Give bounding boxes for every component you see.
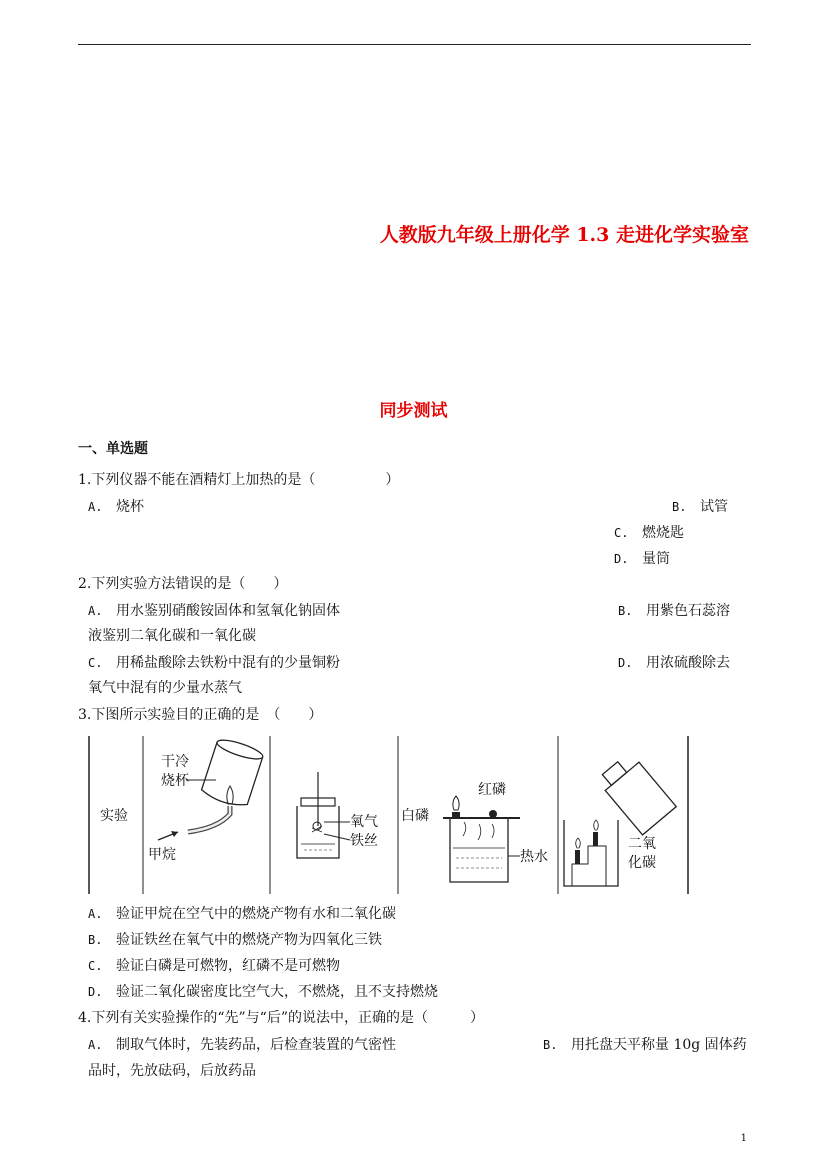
q3-option-b [88,931,382,949]
q4-option-a [88,1036,396,1054]
label-methane: 甲烷 [148,847,176,863]
label-red-phosphorus: 红磷 [478,782,506,798]
option-text: 用托盘天平称量 10g 固体药 [571,1037,747,1053]
option-label: A. [88,1038,103,1052]
label-iron-wire: 铁丝 [350,833,378,849]
q1-option-a [88,498,144,516]
q1-option-d [614,550,670,568]
label-oxygen: 氧气 [350,814,378,830]
panel-iron-oxygen [297,772,378,858]
option-label: A. [88,604,103,618]
option-label: D. [618,656,633,670]
label-hot-water: 热水 [520,849,548,865]
experiment-figure [88,736,690,894]
label-beaker: 烧杯 [161,773,189,789]
option-text: 用紫色石蕊溶 [646,603,730,619]
option-label: B. [618,604,633,618]
document-subtitle: 同步测试 [379,401,448,421]
option-text: 验证白磷是可燃物，红磷不是可燃物 [116,958,340,974]
option-text: 用稀盐酸除去铁粉中混有的少量铜粉 [116,655,340,671]
question-2-stem: 2.下列实验方法错误的是（ ） [78,576,288,592]
page-number: 1 [740,1133,747,1144]
q2-continuation-d: 氧气中混有的少量水蒸气 [88,680,242,696]
option-label: B. [88,933,103,947]
label-co2-1: 二氧 [628,836,656,852]
option-text: 验证甲烷在空气中的燃烧产物有水和二氧化碳 [116,906,396,922]
q2-option-b [618,602,730,620]
question-3-stem: 3.下图所示实验目的正确的是 （ ） [78,707,323,723]
option-text: 制取气体时，先装药品，后检查装置的气密性 [116,1037,396,1053]
q2-option-d [618,654,730,672]
option-text: 验证二氧化碳密度比空气大，不燃烧，且不支持燃烧 [116,984,438,1000]
option-text: 用浓硫酸除去 [646,655,730,671]
panel-phosphorus [401,781,548,882]
q1-option-b [672,498,728,516]
label-co2-2: 化碳 [628,855,656,871]
question-4-stem: 4.下列有关实验操作的“先”与“后”的说法中，正确的是（ ） [78,1010,484,1026]
option-label: A. [88,907,103,921]
option-label: B. [543,1038,558,1052]
header-rule [78,44,751,45]
experiment-diagram [88,736,690,894]
option-label: A. [88,500,103,514]
q3-option-c [88,957,340,975]
section-heading: 一、单选题 [78,441,148,457]
document-title: 人教版九年级上册化学 1.3 走进化学实验室 [379,224,749,246]
question-1-stem: 1.下列仪器不能在酒精灯上加热的是（ ） [78,472,400,488]
row-label: 实验 [100,808,128,824]
option-label: D. [614,552,629,566]
option-text: 量筒 [642,551,670,567]
option-label: B. [672,500,687,514]
q4-continuation-b: 品时，先放砝码，后放药品 [88,1063,256,1079]
q4-option-b [543,1036,747,1054]
option-text: 燃烧匙 [642,525,684,541]
option-label: C. [614,526,629,540]
option-label: C. [88,959,103,973]
q1-option-c [614,524,684,542]
option-label: D. [88,985,103,999]
label-white-phosphorus: 白磷 [401,808,429,824]
panel-methane [148,736,265,863]
q3-option-a [88,905,396,923]
option-text: 试管 [700,499,728,515]
q2-continuation-b: 液鉴别二氧化碳和一氧化碳 [88,628,256,644]
option-label: C. [88,656,103,670]
option-text: 验证铁丝在氧气中的燃烧产物为四氧化三铁 [116,932,382,948]
q3-option-d [88,983,438,1001]
panel-carbon-dioxide [564,751,676,886]
label-dry-cold: 干冷 [161,754,189,770]
option-text: 烧杯 [116,499,144,515]
q2-option-c [88,654,340,672]
option-text: 用水鉴别硝酸铵固体和氢氧化钠固体 [116,603,340,619]
q2-option-a [88,602,340,620]
